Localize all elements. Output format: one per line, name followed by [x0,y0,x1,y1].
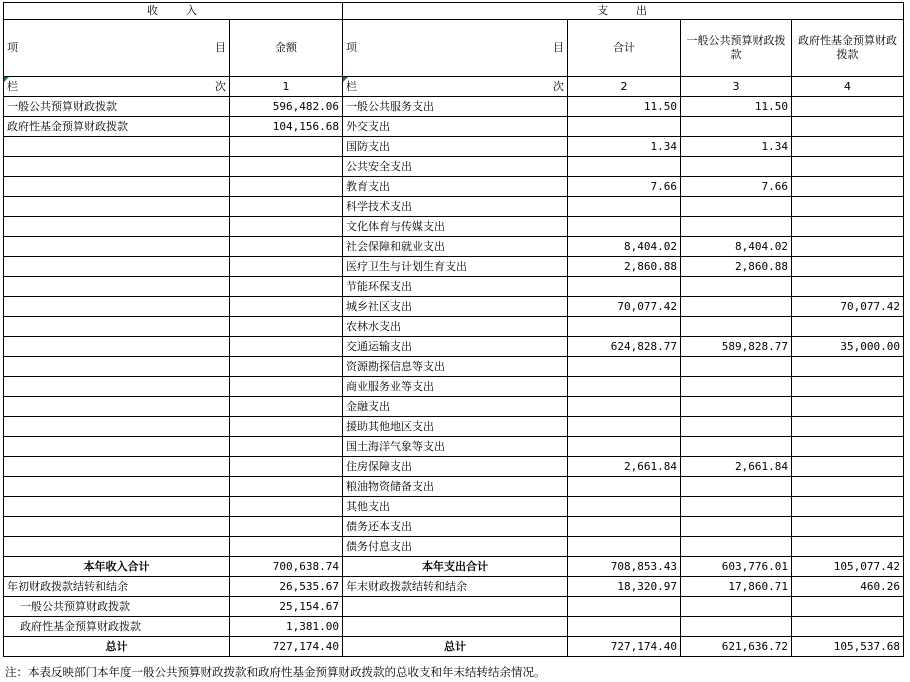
expense-fund [792,497,904,517]
income-lan-cell: 栏 次 [4,77,230,97]
carry-in-general-value: 25,154.67 [230,597,343,617]
expense-total [568,357,681,377]
expense-fund [792,397,904,417]
table-row [4,417,904,437]
income-item [4,377,230,397]
income-item: 一般公共预算财政拨款 [4,97,230,117]
income-amount [230,237,343,257]
income-amount [230,517,343,537]
expense-total: 7.66 [568,177,681,197]
income-amount [230,317,343,337]
expense-general [681,517,792,537]
expense-general [681,417,792,437]
expense-item: 交通运输支出 [343,337,568,357]
expense-item: 一般公共服务支出 [343,97,568,117]
expense-item: 其他支出 [343,497,568,517]
table-row [4,477,904,497]
expense-fund: 70,077.42 [792,297,904,317]
income-item [4,217,230,237]
table-row [4,537,904,557]
expense-total [568,157,681,177]
expense-general: 7.66 [681,177,792,197]
income-amount [230,137,343,157]
expense-general: 8,404.02 [681,237,792,257]
income-item [4,497,230,517]
fund-col-header: 政府性基金预算财政拨款 [792,20,904,77]
grand-total-value: 727,174.40 [568,637,681,657]
grand-total-fund: 105,537.68 [792,637,904,657]
expense-general [681,117,792,137]
table-row [4,437,904,457]
income-item [4,477,230,497]
col-num-2: 2 [568,77,681,97]
income-amount [230,497,343,517]
income-amount [230,457,343,477]
expense-total: 11.50 [568,97,681,117]
income-amount [230,177,343,197]
expense-total: 624,828.77 [568,337,681,357]
income-total-value: 700,638.74 [230,557,343,577]
expense-general: 1.34 [681,137,792,157]
expense-total [568,497,681,517]
expense-item-header: 项 目 [343,20,568,77]
carry-in-fund-label: 政府性基金预算财政拨款 [4,617,230,637]
income-amount [230,537,343,557]
carry-in-fund-row [4,617,904,637]
carry-row [4,577,904,597]
expense-general [681,377,792,397]
expense-total: 70,077.42 [568,297,681,317]
grand-total-label-left: 总计 [4,637,230,657]
expense-fund [792,457,904,477]
income-amount [230,357,343,377]
expense-general [681,197,792,217]
expense-fund [792,217,904,237]
income-amount [230,197,343,217]
income-total-row [4,557,904,577]
expense-total [568,197,681,217]
grand-total-label-right: 总计 [343,637,568,657]
carry-in-value: 26,535.67 [230,577,343,597]
expense-fund [792,477,904,497]
empty-cell [343,617,568,637]
income-item [4,357,230,377]
expense-fund [792,317,904,337]
expense-fund [792,357,904,377]
expense-item: 社会保障和就业支出 [343,237,568,257]
expense-fund [792,97,904,117]
income-item [4,177,230,197]
expense-item: 节能环保支出 [343,277,568,297]
expense-total-label: 本年支出合计 [343,557,568,577]
expense-item: 债务还本支出 [343,517,568,537]
income-item [4,297,230,317]
expense-general: 589,828.77 [681,337,792,357]
table-row [4,357,904,377]
expense-item: 援助其他地区支出 [343,417,568,437]
income-amount [230,397,343,417]
expense-general [681,537,792,557]
expense-item: 文化体育与传媒支出 [343,217,568,237]
expense-item: 外交支出 [343,117,568,137]
table-row [4,97,904,117]
income-amount [230,257,343,277]
table-row [4,297,904,317]
table-row [4,117,904,137]
carry-out-general: 17,860.71 [681,577,792,597]
expense-item: 医疗卫生与计划生育支出 [343,257,568,277]
expense-total [568,537,681,557]
expense-item: 国防支出 [343,137,568,157]
table-row [4,337,904,357]
empty-cell [792,597,904,617]
expense-general: 2,860.88 [681,257,792,277]
carry-out-fund: 460.26 [792,577,904,597]
expense-total [568,317,681,337]
expense-item: 粮油物资储备支出 [343,477,568,497]
income-amount [230,477,343,497]
empty-cell [343,597,568,617]
expense-fund [792,257,904,277]
expense-total [568,417,681,437]
table-row [4,277,904,297]
expense-item: 城乡社区支出 [343,297,568,317]
income-item [4,277,230,297]
income-amount [230,377,343,397]
table-row [4,377,904,397]
table-row [4,257,904,277]
expense-fund [792,197,904,217]
table-row [4,237,904,257]
expense-total [568,437,681,457]
expense-total: 2,860.88 [568,257,681,277]
table-row [4,217,904,237]
expense-general [681,437,792,457]
empty-cell [568,597,681,617]
column-number-row [4,77,904,97]
expense-total [568,397,681,417]
total-col-header: 合计 [568,20,681,77]
table-note: 注：本表反映部门本年度一般公共预算财政拨款和政府性基金预算财政拨款的总收支和年末结转结余情况。 [5,665,546,679]
carry-in-general-row [4,597,904,617]
expense-item: 债务付息支出 [343,537,568,557]
table-row [4,197,904,217]
expense-fund: 35,000.00 [792,337,904,357]
expense-total: 1.34 [568,137,681,157]
income-item [4,197,230,217]
column-header-row [4,20,904,77]
income-item-header: 项 目 [4,20,230,77]
income-item [4,517,230,537]
table-row [4,137,904,157]
income-item [4,317,230,337]
expense-item: 农林水支出 [343,317,568,337]
amount-header: 金额 [230,20,343,77]
expense-total-fund: 105,077.42 [792,557,904,577]
table-row [4,517,904,537]
income-item [4,397,230,417]
expense-total [568,277,681,297]
income-item [4,437,230,457]
grand-total-general: 621,636.72 [681,637,792,657]
expense-total [568,477,681,497]
expense-item: 教育支出 [343,177,568,197]
expense-fund [792,437,904,457]
expense-general [681,497,792,517]
expense-total: 2,661.84 [568,457,681,477]
table-row [4,497,904,517]
expense-total [568,377,681,397]
income-amount [230,277,343,297]
expense-total [568,117,681,137]
income-amount: 596,482.06 [230,97,343,117]
col-num-3: 3 [681,77,792,97]
expense-total-general: 603,776.01 [681,557,792,577]
income-item [4,157,230,177]
col-num-4: 4 [792,77,904,97]
col-num-1: 1 [230,77,343,97]
expense-fund [792,117,904,137]
table-row [4,317,904,337]
expense-fund [792,137,904,157]
grand-total-left: 727,174.40 [230,637,343,657]
section-header-row [4,3,904,20]
expense-fund [792,157,904,177]
empty-cell [792,617,904,637]
expense-fund [792,237,904,257]
income-amount: 104,156.68 [230,117,343,137]
expense-item: 公共安全支出 [343,157,568,177]
general-col-header: 一般公共预算财政拨款 [681,20,792,77]
table-row [4,397,904,417]
expense-general [681,357,792,377]
expense-item: 金融支出 [343,397,568,417]
expense-total: 8,404.02 [568,237,681,257]
expense-fund [792,417,904,437]
income-item [4,417,230,437]
income-amount [230,417,343,437]
expense-general [681,297,792,317]
budget-table [3,2,904,657]
expense-general: 2,661.84 [681,457,792,477]
table-row [4,157,904,177]
expense-fund [792,377,904,397]
expense-fund [792,177,904,197]
table-row [4,457,904,477]
expense-total-value: 708,853.43 [568,557,681,577]
expense-item: 科学技术支出 [343,197,568,217]
expense-general: 11.50 [681,97,792,117]
grand-total-row [4,637,904,657]
expense-item: 资源勘探信息等支出 [343,357,568,377]
income-amount [230,297,343,317]
income-amount [230,217,343,237]
table-row [4,177,904,197]
expense-fund [792,517,904,537]
expense-general [681,477,792,497]
expense-item: 商业服务业等支出 [343,377,568,397]
carry-out-label: 年末财政拨款结转和结余 [343,577,568,597]
expense-total [568,217,681,237]
expense-header: 支 出 [343,3,904,20]
income-item [4,137,230,157]
empty-cell [568,617,681,637]
expense-general [681,397,792,417]
income-item [4,237,230,257]
income-amount [230,337,343,357]
expense-item: 住房保障支出 [343,457,568,477]
expense-total [568,517,681,537]
income-amount [230,157,343,177]
empty-cell [681,617,792,637]
carry-in-label: 年初财政拨款结转和结余 [4,577,230,597]
income-item [4,257,230,277]
income-item [4,457,230,477]
expense-general [681,157,792,177]
income-total-label: 本年收入合计 [4,557,230,577]
income-item [4,337,230,357]
income-item: 政府性基金预算财政拨款 [4,117,230,137]
expense-item: 国土海洋气象等支出 [343,437,568,457]
expense-fund [792,277,904,297]
expense-lan-cell: 栏 次 [343,77,568,97]
income-header: 收 入 [4,3,343,20]
empty-cell [681,597,792,617]
carry-in-general-label: 一般公共预算财政拨款 [4,597,230,617]
expense-fund [792,537,904,557]
carry-out-value: 18,320.97 [568,577,681,597]
income-amount [230,437,343,457]
expense-general [681,317,792,337]
income-item [4,537,230,557]
expense-general [681,277,792,297]
expense-general [681,217,792,237]
carry-in-fund-value: 1,381.00 [230,617,343,637]
